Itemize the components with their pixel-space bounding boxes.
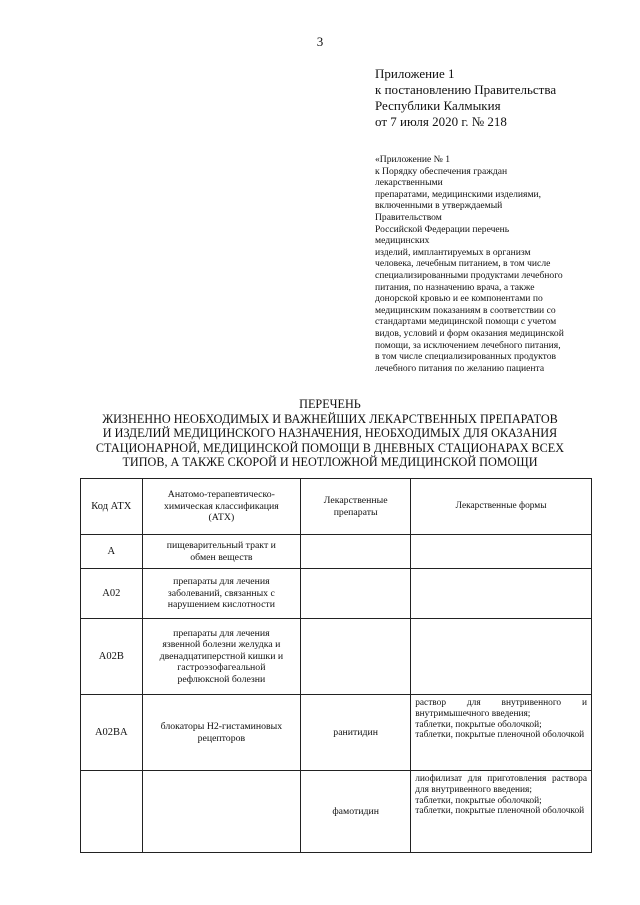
classification-line: заболеваний, связанных с bbox=[167, 587, 275, 599]
sub-appendix-line: Российской Федерации перечень bbox=[375, 223, 510, 235]
cell-drug bbox=[301, 619, 411, 695]
cell-forms bbox=[411, 619, 592, 695]
form-line: таблетки, покрытые пленочной оболочкой bbox=[415, 730, 585, 741]
cell-code: A bbox=[81, 535, 143, 569]
classification-line: нарушением кислотности bbox=[167, 599, 275, 611]
classification-line: двенадцатиперстной кишки и bbox=[159, 650, 284, 662]
header-classification-line: (АТХ) bbox=[208, 512, 235, 524]
classification-line: обмен веществ bbox=[190, 551, 253, 563]
header-drugs-line: Лекарственные bbox=[323, 494, 388, 506]
cell-code: A02BA bbox=[81, 695, 143, 771]
header-classification-line: Анатомо-терапевтическо- bbox=[167, 489, 275, 501]
sub-appendix-note bbox=[375, 154, 615, 374]
classification-line: блокаторы Н2-гистаминовых bbox=[160, 720, 283, 732]
cell-code: A02B bbox=[81, 619, 143, 695]
drugs-table bbox=[80, 478, 592, 853]
document-title bbox=[80, 397, 580, 470]
sub-appendix-line: медицинских bbox=[375, 235, 430, 247]
cell-forms bbox=[411, 771, 592, 853]
classification-line: язвенной болезни желудка и bbox=[162, 639, 281, 651]
sub-appendix-line: медицинским показаниям в соответствии со bbox=[375, 304, 556, 316]
sub-appendix-line: питания, по назначению врача, а также bbox=[375, 281, 535, 293]
cell-classification bbox=[142, 569, 301, 619]
cell-drug bbox=[301, 569, 411, 619]
sub-appendix-line: видов, условий и форм оказания медицинской bbox=[375, 327, 564, 339]
sub-appendix-line: включенными в утверждаемый bbox=[375, 200, 503, 212]
table-header-row bbox=[81, 479, 592, 535]
sub-appendix-line: «Приложение № 1 bbox=[375, 154, 451, 165]
title-line: И ИЗДЕЛИЙ МЕДИЦИНСКОГО НАЗНАЧЕНИЯ, НЕОБХОДИМЫХ ДЛЯ ОКАЗАНИЯ bbox=[102, 426, 558, 441]
cell-forms bbox=[411, 569, 592, 619]
cell-drug: ранитидин bbox=[301, 695, 411, 771]
cell-classification bbox=[142, 535, 301, 569]
appendix-line: Приложение 1 bbox=[375, 66, 455, 81]
header-forms: Лекарственные формы bbox=[411, 479, 592, 535]
header-classification bbox=[142, 479, 301, 535]
classification-line: пищеварительный тракт и bbox=[166, 539, 276, 551]
form-line: раствор для внутривенного и внутримышечного введения; bbox=[415, 698, 587, 719]
table-row bbox=[81, 535, 592, 569]
cell-drug: фамотидин bbox=[301, 771, 411, 853]
sub-appendix-line: стандартами медицинской помощи с учетом bbox=[375, 316, 557, 328]
sub-appendix-line: Правительством bbox=[375, 211, 442, 223]
header-code: Код АТХ bbox=[81, 479, 143, 535]
classification-line: препараты для лечения bbox=[173, 627, 270, 639]
page-number: 3 bbox=[316, 34, 324, 49]
form-line: таблетки, покрытые пленочной оболочкой bbox=[415, 806, 585, 817]
sub-appendix-line: в том числе специализированных продуктов bbox=[375, 351, 557, 363]
form-line: лиофилизат для приготовления раствора для внутривенного введения; bbox=[415, 774, 587, 795]
table-row bbox=[81, 771, 592, 853]
sub-appendix-line: изделий, имплантируемых в организм bbox=[375, 246, 531, 258]
appendix-line: к постановлению Правительства bbox=[375, 82, 557, 97]
appendix-line: от 7 июля 2020 г. № 218 bbox=[375, 114, 507, 129]
title-line: СТАЦИОНАРНОЙ, МЕДИЦИНСКОЙ ПОМОЩИ В ДНЕВНЫХ СТАЦИОНАРАХ ВСЕХ bbox=[95, 440, 565, 455]
cell-forms bbox=[411, 535, 592, 569]
cell-code bbox=[81, 771, 143, 853]
classification-line: рефлюксной болезни bbox=[177, 673, 266, 685]
table-row bbox=[81, 569, 592, 619]
cell-forms bbox=[411, 695, 592, 771]
cell-classification bbox=[142, 695, 301, 771]
classification-line: гастроэзофагеальной bbox=[177, 662, 266, 674]
header-classification-line: химическая классификация bbox=[163, 500, 279, 512]
classification-line: препараты для лечения bbox=[173, 576, 270, 588]
sub-appendix-line: донорской кровью и ее компонентами по bbox=[375, 293, 543, 305]
sub-appendix-line: к Порядку обеспечения граждан bbox=[375, 165, 508, 177]
title-line: ПЕРЕЧЕНЬ bbox=[299, 397, 361, 411]
cell-code: A02 bbox=[81, 569, 143, 619]
appendix-line: Республики Калмыкия bbox=[375, 98, 501, 113]
sub-appendix-line: лечебного питания по желанию пациента bbox=[375, 362, 545, 374]
sub-appendix-line: человека, лечебным питанием, в том числе bbox=[375, 258, 551, 270]
cell-drug bbox=[301, 535, 411, 569]
title-line: ТИПОВ, А ТАКЖЕ СКОРОЙ И НЕОТЛОЖНОЙ МЕДИЦИНСКОЙ ПОМОЩИ bbox=[122, 455, 538, 470]
title-line: ЖИЗНЕННО НЕОБХОДИМЫХ И ВАЖНЕЙШИХ ЛЕКАРСТВЕННЫХ ПРЕПАРАТОВ bbox=[102, 411, 558, 426]
form-line: таблетки, покрытые оболочкой; bbox=[415, 719, 542, 730]
appendix-header bbox=[375, 66, 625, 130]
table-row bbox=[81, 619, 592, 695]
header-drugs bbox=[301, 479, 411, 535]
sub-appendix-line: специализированными продуктами лечебного bbox=[375, 269, 563, 281]
table-row bbox=[81, 695, 592, 771]
header-drugs-line: препараты bbox=[333, 506, 378, 518]
classification-line: рецепторов bbox=[197, 732, 246, 744]
sub-appendix-line: помощи, за исключением лечебного питания, bbox=[375, 339, 561, 351]
form-line: таблетки, покрытые оболочкой; bbox=[415, 795, 542, 806]
cell-classification bbox=[142, 619, 301, 695]
cell-classification bbox=[142, 771, 301, 853]
sub-appendix-line: препаратами, медицинскими изделиями, bbox=[375, 188, 542, 200]
sub-appendix-line: лекарственными bbox=[375, 177, 443, 189]
